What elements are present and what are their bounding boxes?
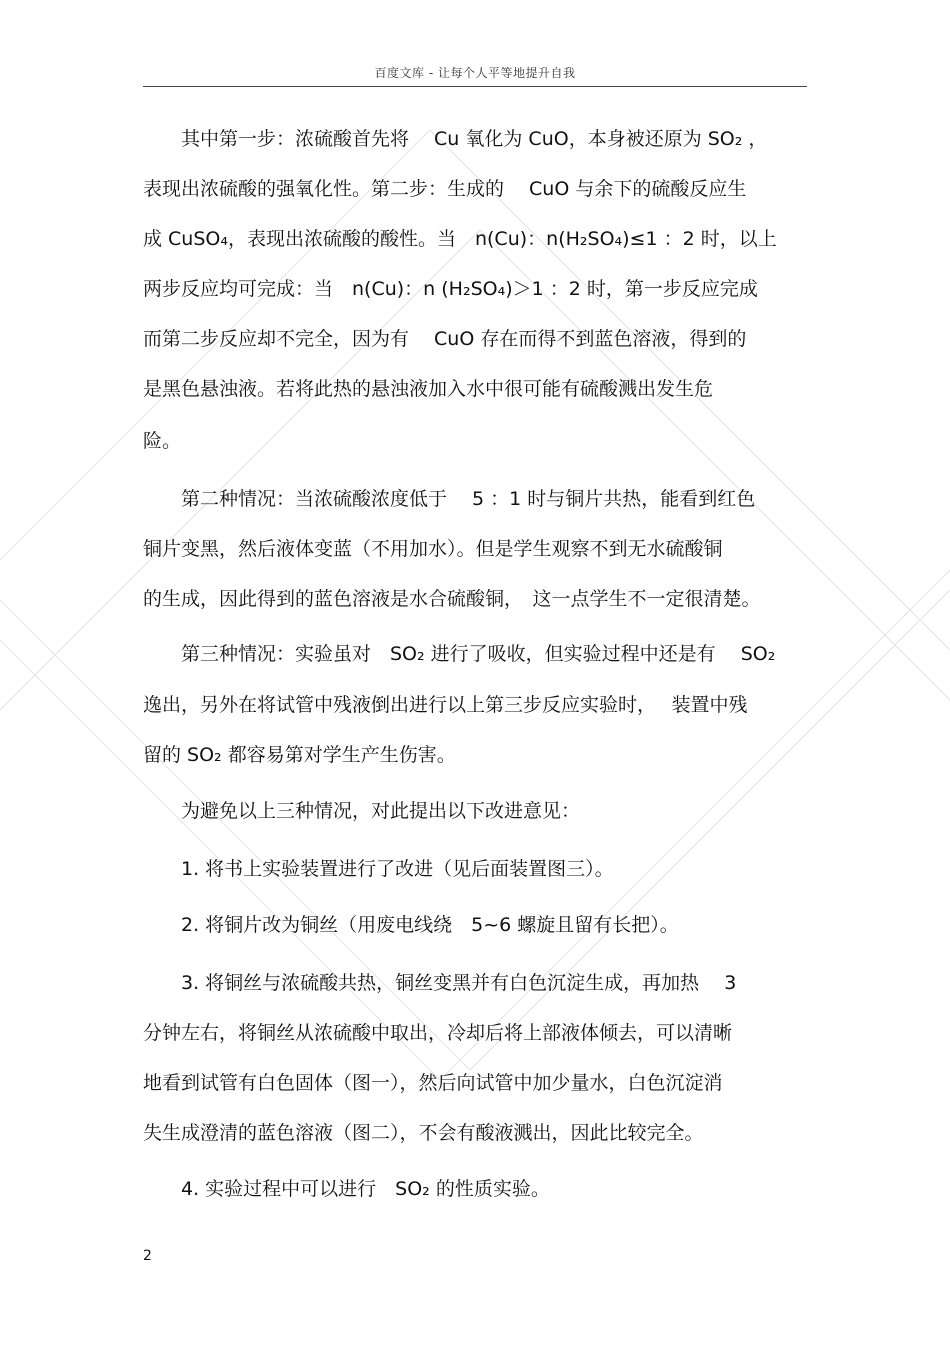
page-number: 2 (143, 1248, 152, 1264)
list-item: 1. 将书上实验装置进行了改进（见后面装置图三）。 (181, 858, 614, 880)
text-line: 失生成澄清的蓝色溶液（图二），不会有酸液溅出，因此比较完全。 (143, 1122, 704, 1144)
text-line: 逸出，另外在将试管中残液倒出进行以上第三步反应实验时， 装置中残 (143, 694, 748, 716)
page-header: 百度文库 - 让每个人平等地提升自我 (374, 66, 576, 80)
text-line: 为避免以上三种情况，对此提出以下改进意见： (181, 800, 581, 822)
text-line: 第三种情况：实验虽对 SO₂ 进行了吸收，但实验过程中还是有 SO₂ (181, 643, 776, 665)
text-line: 而第二步反应却不完全，因为有 CuO 存在而得不到蓝色溶液，得到的 (143, 328, 747, 350)
text-line: 分钟左右，将铜丝从浓硫酸中取出，冷却后将上部液体倾去，可以清晰 (143, 1022, 733, 1044)
text-line: 两步反应均可完成：当 n(Cu)：n (H₂SO₄)＞1 ：2 时，第一步反应完成 (143, 278, 758, 300)
text-line: 表现出浓硫酸的强氧化性。第二步：生成的 CuO 与余下的硫酸反应生 (143, 178, 747, 200)
list-item: 2. 将铜片改为铜丝（用废电线绕 5~6 螺旋且留有长把）。 (181, 914, 679, 936)
text-line: 是黑色悬浊液。若将此热的悬浊液加入水中很可能有硫酸溅出发生危 (143, 378, 714, 400)
text-line: 的生成，因此得到的蓝色溶液是水合硫酸铜， 这一点学生不一定很清楚。 (143, 588, 761, 610)
text-line: 留的 SO₂ 都容易第对学生产生伤害。 (143, 744, 456, 766)
text-line: 险。 (143, 430, 182, 452)
header-rule (143, 86, 807, 87)
list-item: 3. 将铜丝与浓硫酸共热，铜丝变黑并有白色沉淀生成，再加热 3 (181, 972, 737, 994)
text-line: 第二种情况：当浓硫酸浓度低于 5 ：1 时与铜片共热，能看到红色 (181, 488, 756, 510)
text-line: 成 CuSO₄，表现出浓硫酸的酸性。当 n(Cu)：n(H₂SO₄)≤1 ：2 时，以上 (143, 228, 777, 250)
list-item: 4. 实验过程中可以进行 SO₂ 的性质实验。 (181, 1178, 550, 1200)
text-line: 其中第一步：浓硫酸首先将 Cu 氧化为 CuO，本身被还原为 SO₂ ， (181, 128, 768, 150)
text-line: 地看到试管有白色固体（图一），然后向试管中加少量水，白色沉淀消 (143, 1072, 723, 1094)
text-line: 铜片变黑，然后液体变蓝（不用加水）。但是学生观察不到无水硫酸铜 (143, 538, 723, 560)
